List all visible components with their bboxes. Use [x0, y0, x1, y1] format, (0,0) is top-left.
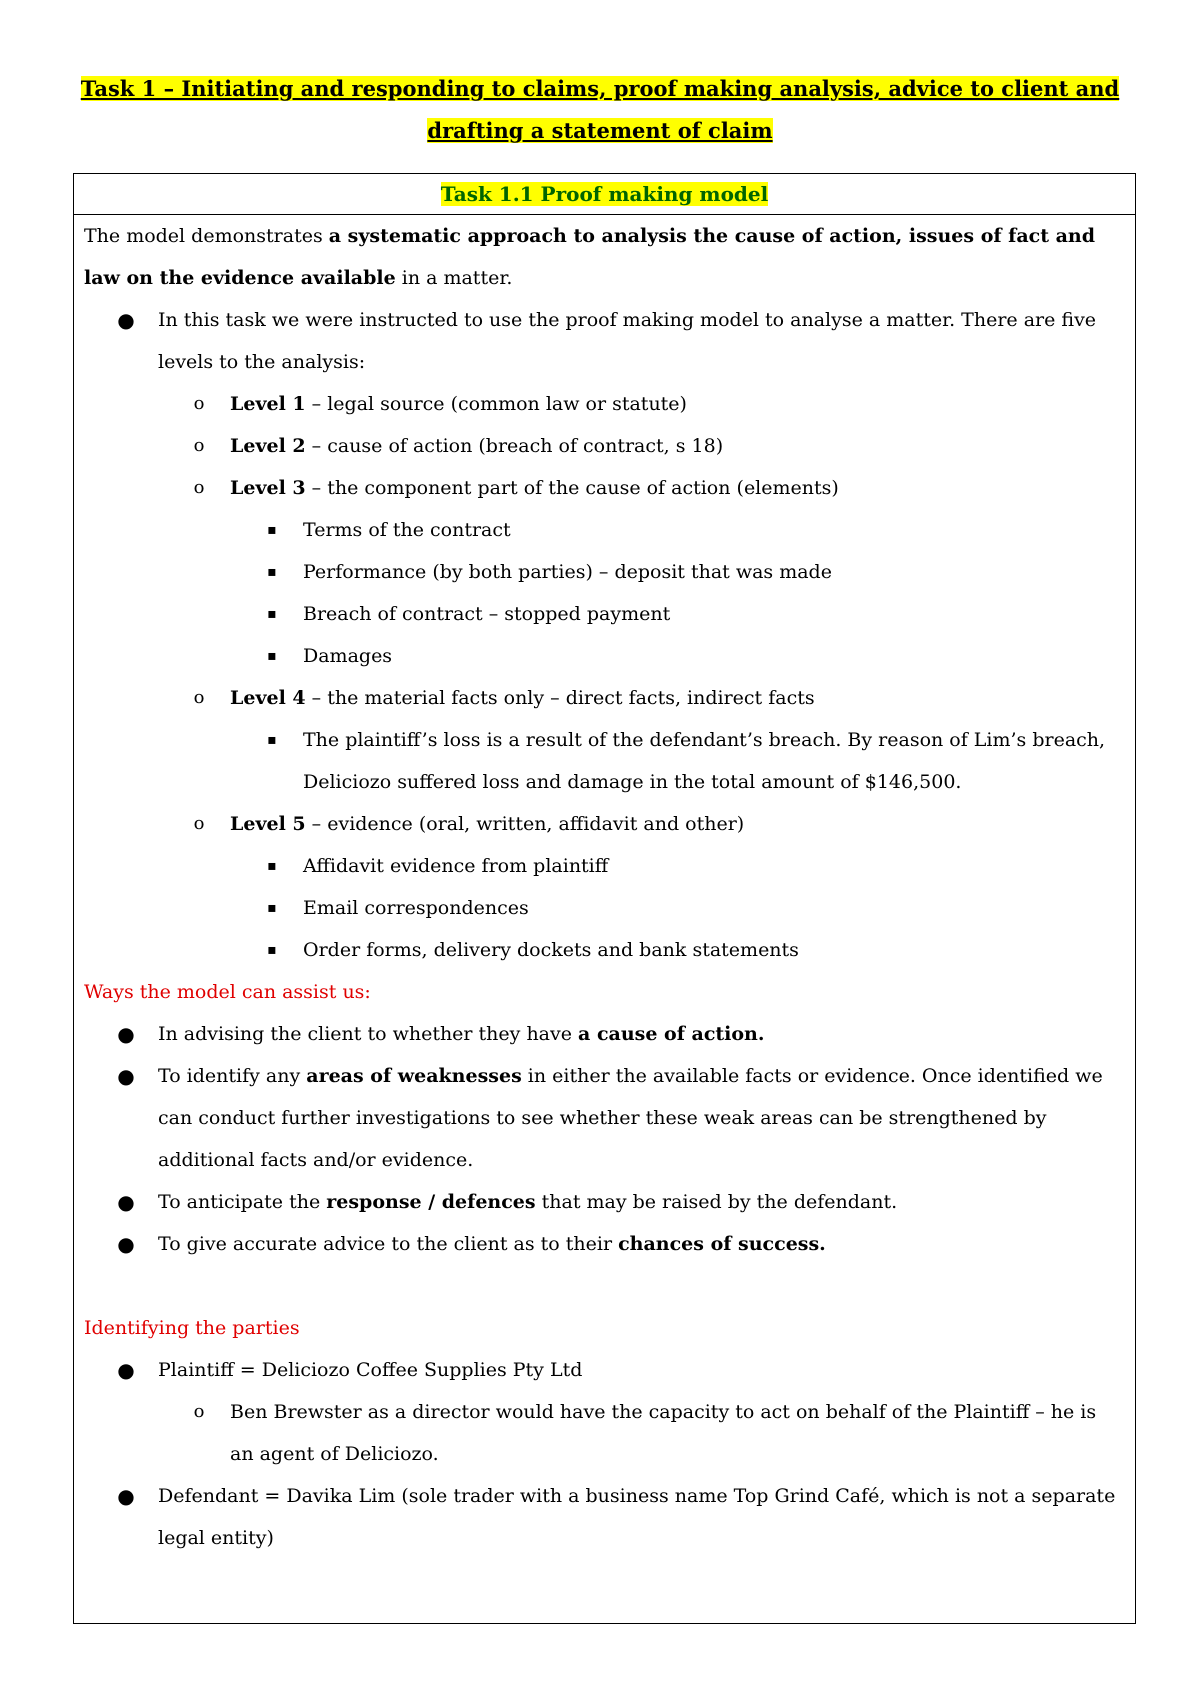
- ways-item: [84, 1223, 1125, 1265]
- level-item: [84, 467, 1125, 509]
- plaintiff-text: Plaintiff = Deliciozo Coffee Supplies Pty Ltd: [158, 1359, 583, 1381]
- plaintiff-item: [84, 1349, 1125, 1391]
- level3-item-text: Breach of contract – stopped payment: [303, 603, 671, 625]
- ways-item-bold: chances of success.: [618, 1233, 826, 1255]
- defendant-text: Defendant = Davika Lim (sole trader with a business name Top Grind Café, which is not a separate legal entity): [158, 1485, 1116, 1549]
- circle-bullet-icon: o: [193, 435, 205, 456]
- level-item: [84, 677, 1125, 719]
- parties-heading: Identifying the parties: [84, 1317, 300, 1339]
- ways-item-text: To give accurate advice to the client as to their: [158, 1233, 619, 1255]
- ways-heading: Ways the model can assist us:: [84, 981, 371, 1003]
- level-text: – cause of action (breach of contract, s 18): [305, 435, 724, 457]
- bullet-icon: ●: [117, 308, 135, 332]
- ways-item-bold: a cause of action.: [578, 1023, 765, 1045]
- box-heading-text: Task 1.1 Proof making model: [440, 182, 769, 206]
- bullet-icon: ●: [117, 1190, 135, 1214]
- document-title: [80, 68, 1120, 152]
- level3-item: [84, 509, 1125, 551]
- proof-model-box: [73, 173, 1136, 1624]
- bullet-icon: ●: [117, 1064, 135, 1088]
- level3-item: [84, 551, 1125, 593]
- level3-item: [84, 635, 1125, 677]
- square-bullet-icon: ▪: [267, 858, 277, 874]
- defendant-item: [84, 1475, 1125, 1559]
- circle-bullet-icon: o: [193, 393, 205, 414]
- level5-item: [84, 887, 1125, 929]
- analysis-bullet: [84, 299, 1125, 383]
- box-body: [74, 215, 1135, 1559]
- level-item: [84, 425, 1125, 467]
- level-text: – legal source (common law or statute): [305, 393, 687, 415]
- level3-item-text: Terms of the contract: [303, 519, 511, 541]
- square-bullet-icon: ▪: [267, 732, 277, 748]
- ways-item-text: In advising the client to whether they have: [158, 1023, 579, 1045]
- circle-bullet-icon: o: [193, 1401, 205, 1422]
- level-label: Level 1: [230, 393, 306, 415]
- circle-bullet-icon: o: [193, 687, 205, 708]
- level4-item: [84, 719, 1125, 803]
- analysis-bullet-text: In this task we were instructed to use the proof making model to analyse a matter. There are five levels to the analysis:: [158, 309, 1097, 373]
- ways-item: [84, 1013, 1125, 1055]
- plaintiff-sub-item: [84, 1391, 1125, 1475]
- level-label: Level 2: [230, 435, 306, 457]
- level3-item-text: Performance (by both parties) – deposit that was made: [303, 561, 832, 583]
- level-item: [84, 803, 1125, 845]
- level5-item: [84, 845, 1125, 887]
- level-text: – evidence (oral, written, affidavit and other): [305, 813, 745, 835]
- plaintiff-sub-text: Ben Brewster as a director would have the capacity to act on behalf of the Plaintiff – he is an agent of Deliciozo.: [230, 1401, 1097, 1465]
- level5-item-text: Affidavit evidence from plaintiff: [303, 855, 609, 877]
- box-heading: [74, 174, 1135, 215]
- level-label: Level 4: [230, 687, 306, 709]
- ways-item-text: To anticipate the: [158, 1191, 327, 1213]
- square-bullet-icon: ▪: [267, 648, 277, 664]
- ways-item-text: that may be raised by the defendant.: [535, 1191, 898, 1213]
- intro-bold: a systematic approach to analysis the cause of action, issues of fact and law on the evidence available: [84, 225, 1096, 289]
- ways-item-text: in either the available facts or evidence. Once identified we can conduct further investigations to see whether these weak areas can be strengthened by additional facts and/or evidence.: [158, 1065, 1103, 1171]
- ways-item-bold: areas of weaknesses: [306, 1065, 522, 1087]
- bullet-icon: ●: [117, 1358, 135, 1382]
- square-bullet-icon: ▪: [267, 564, 277, 580]
- level-text: – the material facts only – direct facts, indirect facts: [305, 687, 815, 709]
- level-label: Level 5: [230, 813, 306, 835]
- level-item: [84, 383, 1125, 425]
- intro-paragraph: [84, 215, 1125, 299]
- level3-item-text: Damages: [303, 645, 393, 667]
- level4-item-text: The plaintiff’s loss is a result of the defendant’s breach. By reason of Lim’s breach, Deliciozo suffered loss and damage in the total amount of $146,500.: [303, 729, 1106, 793]
- level-label: Level 3: [230, 477, 306, 499]
- intro-pre: The model demonstrates: [84, 225, 329, 247]
- level3-item: [84, 593, 1125, 635]
- square-bullet-icon: ▪: [267, 942, 277, 958]
- ways-item-text: To identify any: [158, 1065, 307, 1087]
- document-title-text: Task 1 – Initiating and responding to claims, proof making analysis, advice to client and drafting a statement of claim: [80, 76, 1120, 143]
- circle-bullet-icon: o: [193, 477, 205, 498]
- intro-post: in a matter.: [395, 267, 513, 289]
- level5-item-text: Email correspondences: [303, 897, 529, 919]
- circle-bullet-icon: o: [193, 813, 205, 834]
- square-bullet-icon: ▪: [267, 900, 277, 916]
- bullet-icon: ●: [117, 1232, 135, 1256]
- bullet-icon: ●: [117, 1484, 135, 1508]
- ways-item-bold: response / defences: [326, 1191, 536, 1213]
- bullet-icon: ●: [117, 1022, 135, 1046]
- level-text: – the component part of the cause of action (elements): [305, 477, 839, 499]
- ways-item: [84, 1055, 1125, 1181]
- square-bullet-icon: ▪: [267, 522, 277, 538]
- spacer: [84, 1265, 1125, 1307]
- ways-item: [84, 1181, 1125, 1223]
- level5-item-text: Order forms, delivery dockets and bank statements: [303, 939, 799, 961]
- square-bullet-icon: ▪: [267, 606, 277, 622]
- level5-item: [84, 929, 1125, 971]
